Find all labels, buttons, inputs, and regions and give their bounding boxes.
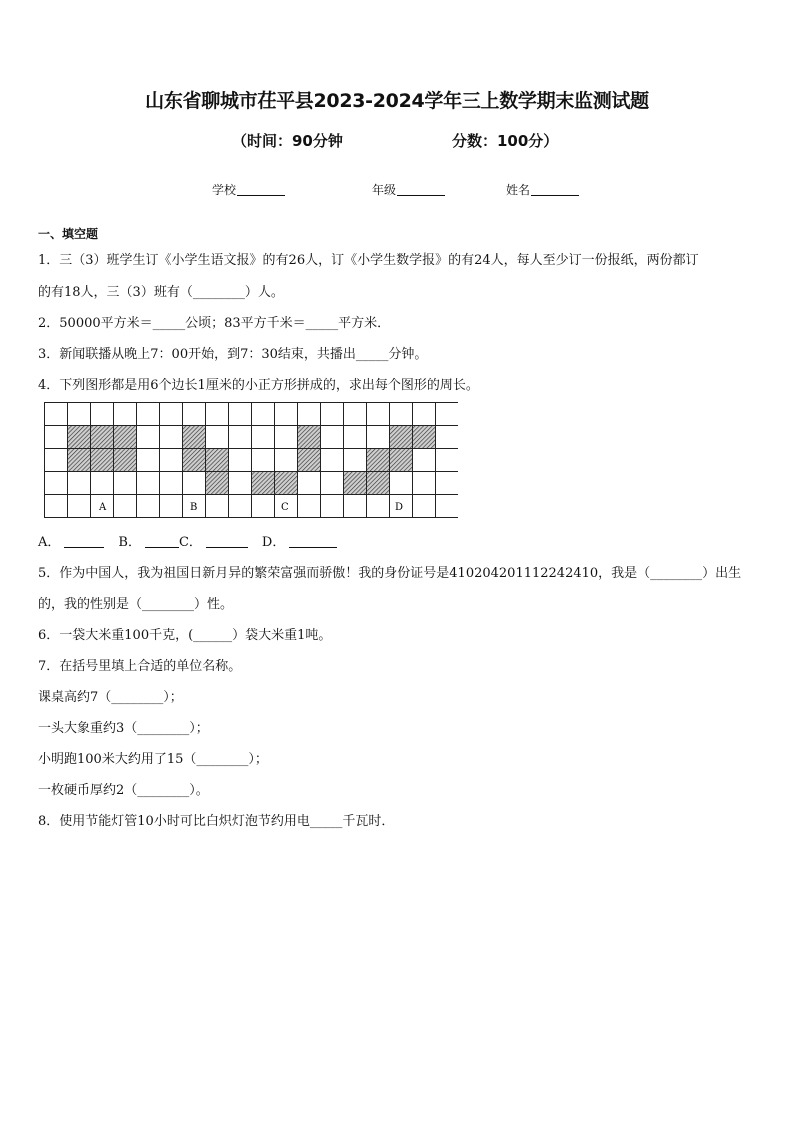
- question-line: 3．新闻联播从晚上7：00开始，到7：30结束，共播出_____分钟。: [38, 347, 428, 362]
- question-line: 课桌高约7（________）；: [38, 690, 183, 705]
- name-blank[interactable]: [531, 183, 579, 196]
- answer-label-a: A．: [38, 535, 61, 550]
- answer-blank-d[interactable]: [289, 534, 337, 548]
- name-label: 姓名: [506, 183, 531, 197]
- shape-grid: [44, 402, 458, 518]
- figure-label-d: D: [395, 502, 404, 513]
- question-line: 1．三（3）班学生订《小学生语文报》的有26人，订《小学生数学报》的有24人，每人至少订一份报纸，两份都订: [38, 253, 699, 268]
- question-line: 7．在括号里填上合适的单位名称。: [38, 659, 242, 674]
- question-line: 的，我的性别是（________）性。: [38, 597, 234, 612]
- question-line: 的有18人，三（3）班有（________）人。: [38, 285, 284, 300]
- exam-time: （时间：90分钟: [232, 132, 343, 150]
- question-line: 一枚硬币厚约2（________）。: [38, 783, 209, 798]
- answer-blank-a[interactable]: [64, 534, 104, 548]
- question-line: 2．50000平方米＝_____公顷；83平方千米＝_____平方米．: [38, 316, 391, 331]
- school-label: 学校: [212, 183, 237, 197]
- school-field: [212, 181, 285, 198]
- name-field: [506, 181, 579, 198]
- grade-blank[interactable]: [397, 183, 445, 196]
- exam-score: 分数：100分）: [452, 132, 559, 150]
- grade-label: 年级: [372, 183, 397, 197]
- section-heading: 一、填空题: [38, 227, 99, 241]
- page-title: 山东省聊城市茌平县2023-2024学年三上数学期末监测试题: [145, 90, 649, 112]
- question-line: 小明跑100米大约用了15（________）；: [38, 752, 268, 767]
- answer-blank-c[interactable]: [206, 534, 248, 548]
- question-line: 8．使用节能灯管10小时可比白炽灯泡节约用电_____千瓦时．: [38, 814, 395, 829]
- grade-field: [372, 181, 445, 198]
- question-line: 一头大象重约3（________）；: [38, 721, 209, 736]
- question-line: 4．下列图形都是用6个边长1厘米的小正方形拼成的，求出每个图形的周长。: [38, 378, 479, 393]
- figure-label-b: B: [190, 502, 198, 513]
- figure-label-a: A: [99, 502, 107, 513]
- q4-answers: [38, 531, 337, 550]
- shape-grid-figure: [44, 402, 458, 518]
- answer-blank-b[interactable]: [145, 534, 179, 548]
- answer-label-c: C．: [178, 535, 202, 550]
- answer-label-b: B．: [118, 535, 141, 550]
- school-blank[interactable]: [237, 183, 285, 196]
- question-line: 6．一袋大米重100千克，(______）袋大米重1吨。: [38, 628, 332, 643]
- answer-label-d: D．: [261, 535, 286, 550]
- question-line: 5．作为中国人，我为祖国日新月异的繁荣富强而骄傲！我的身份证号是410204201112242410，我是（________）出生: [38, 566, 742, 581]
- figure-label-c: C: [281, 502, 289, 513]
